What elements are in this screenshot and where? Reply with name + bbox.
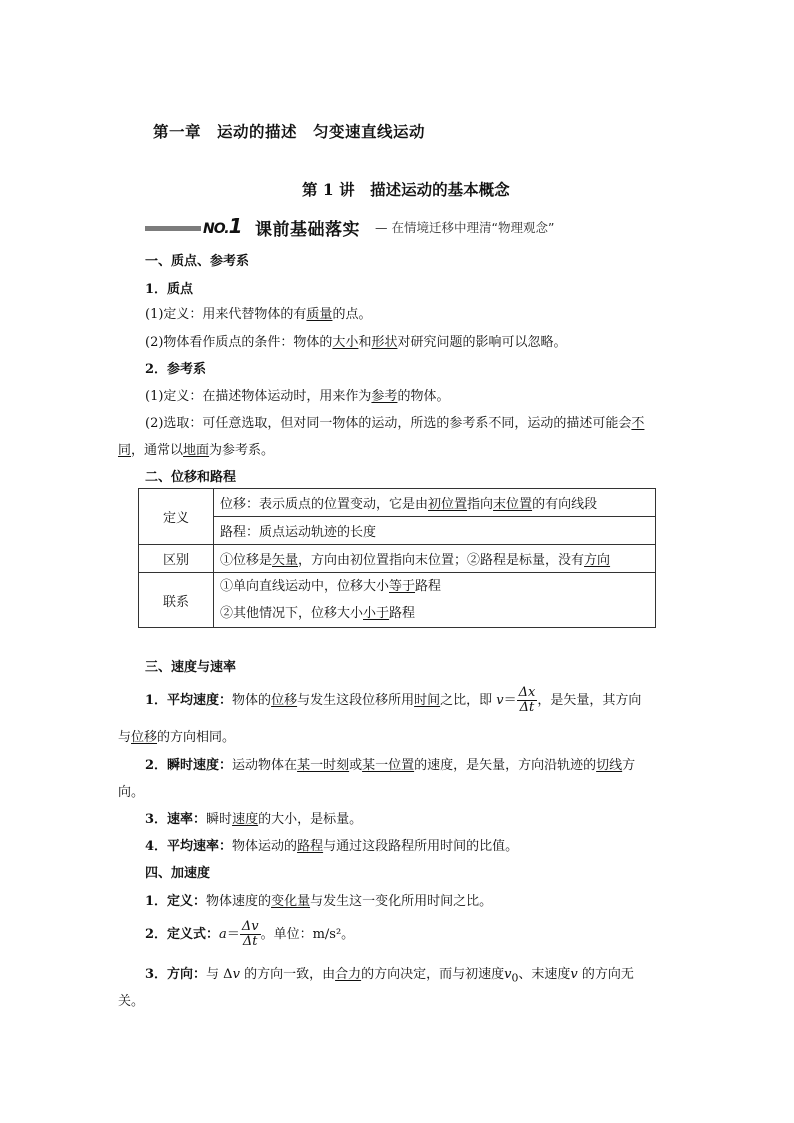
heading-s3: 三、速度与速率 [145, 660, 237, 675]
heading-s2: 二、位移和路程 [145, 470, 237, 485]
table-key-difference: 区别 [139, 545, 214, 573]
heading-s4: 四、加速度 [145, 866, 211, 881]
acceleration-fraction: $\frac{\Delta v}{\Delta t}$ [241, 919, 259, 949]
table-cell-relation: ①单向直线运动中，位移大小等于路程 ②其他情况下，位移大小小于路程 [214, 573, 656, 628]
s4-item2: 2．定义式：a＝ $\frac{\Delta v}{\Delta t}$ 。单位：m/s²。 [145, 919, 355, 949]
table-cell-displacement: 位移：表示质点的位置变动，它是由初位置指向末位置的有向线段 [214, 489, 656, 517]
table-key-relation: 联系 [139, 573, 214, 628]
s1-p1-a: (1)定义：用来代替物体的有质量的点。 [145, 307, 372, 322]
s3-item2: 2．瞬时速度：运动物体在某一时刻或某一位置的速度，是矢量，方向沿轨迹的切线方 [145, 758, 636, 773]
table-key-definition: 定义 [139, 489, 214, 545]
s3-item1: 1．平均速度：物体的位移与发生这段位移所用时间之比，即 v＝ $\frac{\Delta x}{\Delta t}$ ，是矢量，其方向 [145, 685, 642, 715]
banner-subtitle: — 在情境迁移中理清“物理观念” [375, 220, 555, 235]
s3-item4: 4．平均速率：物体运动的路程与通过这段路程所用时间的比值。 [145, 839, 519, 854]
s4-item3-cont: 关。 [118, 994, 145, 1009]
s3-item2-cont: 向。 [118, 785, 145, 800]
definition-table [138, 488, 656, 628]
s1-p2-b: (2)选取：可任意选取，但对同一物体的运动，所选的参考系不同，运动的描述可能会不 [145, 416, 645, 431]
s3-item3: 3．速率：瞬时速度的大小，是标量。 [145, 812, 363, 827]
s1-p2-a: (1)定义：在描述物体运动时，用来作为参考的物体。 [145, 389, 450, 404]
banner-bar [145, 226, 201, 231]
s4-item3: 3．方向：与 Δv 的方向一致，由合力的方向决定，而与初速度$v_0$、末速度v 的方向无 [145, 967, 634, 985]
banner-title: 课前基础落实 [255, 220, 360, 240]
table-cell-distance: 路程：质点运动轨迹的长度 [214, 517, 656, 545]
s1-p2-title: 2．参考系 [145, 362, 207, 377]
s4-item1: 1．定义：物体速度的变化量与发生这一变化所用时间之比。 [145, 894, 493, 909]
s3-item1-cont: 与位移的方向相同。 [118, 730, 236, 745]
lesson-title: 第 1 讲 描述运动的基本概念 [302, 180, 510, 199]
heading-s1: 一、质点、参考系 [145, 254, 250, 269]
avg-velocity-fraction: $\frac{\Delta x}{\Delta t}$ [518, 685, 536, 715]
banner-number: NO.1 [203, 214, 242, 238]
s1-p2-c: 同，通常以地面为参考系。 [118, 443, 275, 458]
table-cell-difference: ①位移是矢量，方向由初位置指向末位置；②路程是标量，没有方向 [214, 545, 656, 573]
s1-p1-b: (2)物体看作质点的条件：物体的大小和形状对研究问题的影响可以忽略。 [145, 335, 567, 350]
section-banner [145, 214, 665, 244]
chapter-title: 第一章 运动的描述 匀变速直线运动 [153, 122, 426, 141]
s1-p1-title: 1．质点 [145, 282, 194, 297]
